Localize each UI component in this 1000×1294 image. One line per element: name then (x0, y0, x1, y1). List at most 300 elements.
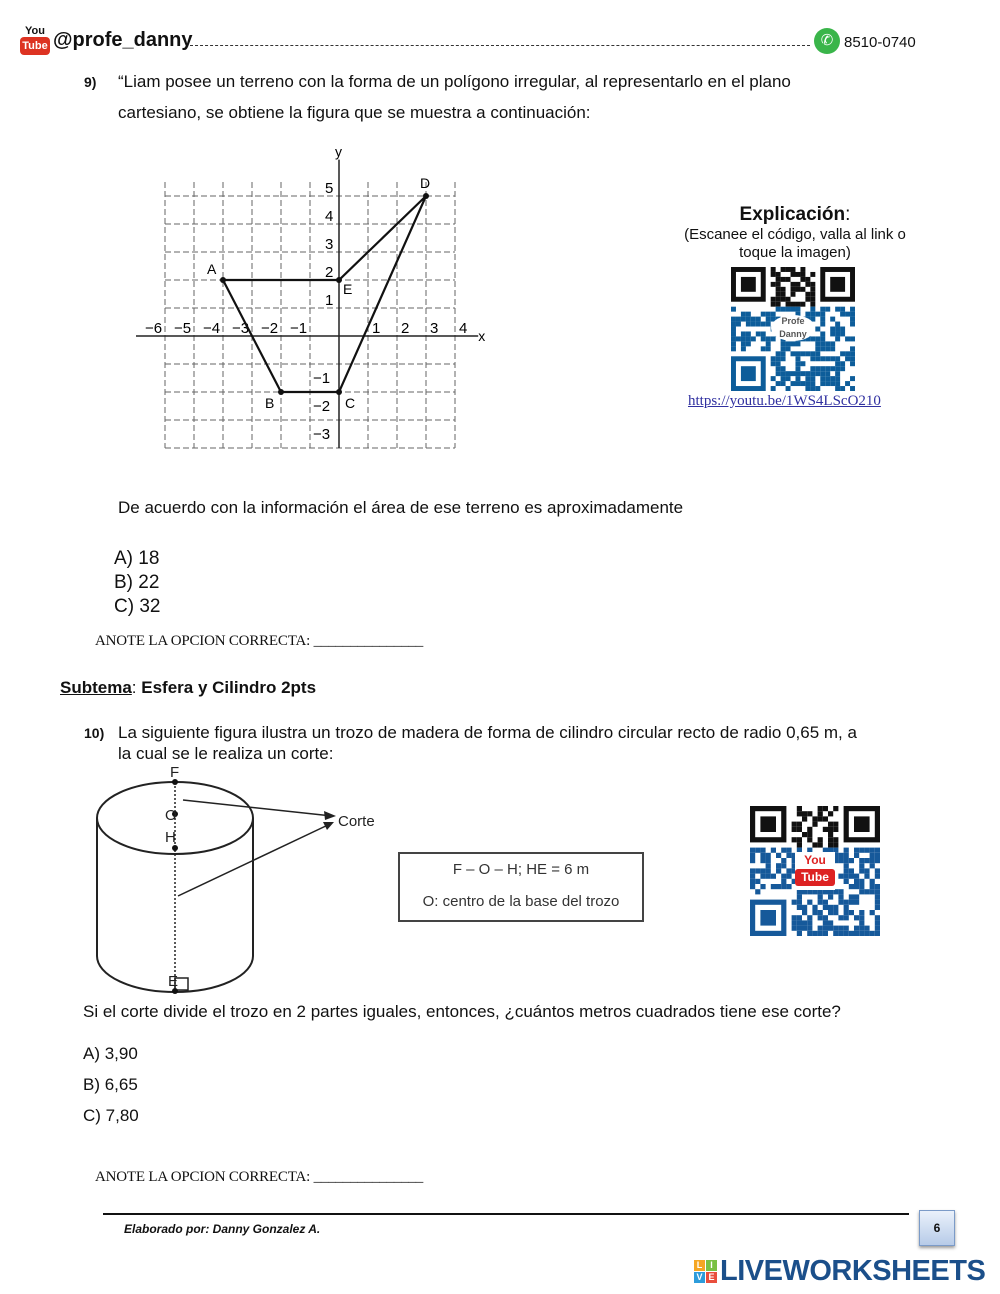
qr-module (750, 874, 755, 879)
qr-module (844, 853, 849, 858)
youtube-icon: You Tube (20, 25, 50, 57)
qr-module (849, 910, 854, 915)
qr-module (870, 853, 875, 858)
option-b: B) 22 (114, 572, 160, 593)
qr-module (823, 926, 828, 931)
qr-module (818, 811, 823, 816)
qr-module (766, 341, 771, 346)
qr-module (845, 312, 850, 317)
qr-module (760, 874, 765, 879)
qr-module (781, 381, 786, 386)
qr-module (875, 884, 880, 889)
qr-module (820, 356, 825, 361)
qr-module (840, 366, 845, 371)
qr-module (766, 874, 771, 879)
qr-module (750, 853, 755, 858)
qr-module (823, 806, 828, 811)
qr-module (776, 356, 781, 361)
qr-module (807, 931, 812, 936)
qr-module (875, 920, 880, 925)
qr-module (828, 827, 833, 832)
qr-module (776, 351, 781, 356)
qr-module (840, 351, 845, 356)
label-F: F (170, 764, 180, 781)
answer-field[interactable]: ANOTE LA OPCION CORRECTA: _______________ (95, 633, 424, 649)
qr-module (844, 868, 849, 873)
qr-module (736, 317, 741, 322)
qr-module (761, 322, 766, 327)
question-text: “Liam posee un terreno con la forma de un polígono irregular, al representarlo en el plano cartesiano, se obtiene la figura que se muestra a continuación: (118, 72, 791, 122)
qr-module (838, 926, 843, 931)
point-label-A: A (207, 261, 217, 277)
x-tick-label: −3 (232, 320, 250, 337)
qr-module (810, 351, 815, 356)
qr-module (755, 868, 760, 873)
qr-module (776, 307, 781, 312)
qr-module (825, 356, 830, 361)
qr-module (756, 317, 761, 322)
qr-module (835, 336, 840, 341)
qr-module (810, 297, 815, 302)
qr-module (850, 346, 855, 351)
qr-module (815, 341, 820, 346)
qr-module (854, 931, 859, 936)
qr-module (835, 331, 840, 336)
qr-module (825, 366, 830, 371)
qr-module (797, 827, 802, 832)
qr-module (820, 376, 825, 381)
qr-module (815, 351, 820, 356)
qr-module (786, 853, 791, 858)
qr-module (786, 868, 791, 873)
qr-module (835, 376, 840, 381)
qr-module (807, 900, 812, 905)
qr-module (741, 277, 756, 292)
qr-module (797, 842, 802, 847)
qr-module (741, 312, 746, 317)
qr-module (823, 900, 828, 905)
qr-module (776, 302, 781, 307)
qr-module (844, 931, 849, 936)
qr-module (844, 874, 849, 879)
qr-module (849, 894, 854, 899)
qr-module (859, 868, 864, 873)
qr-module (864, 926, 869, 931)
qr-module (840, 386, 845, 391)
label-O: O (165, 807, 177, 824)
qr-module (791, 292, 796, 297)
qr-module (786, 267, 791, 272)
qr-module (825, 371, 830, 376)
qr-module (815, 327, 820, 332)
qr-module (828, 910, 833, 915)
qr-module (828, 822, 833, 827)
label-E: E (168, 973, 179, 990)
qr-module (838, 931, 843, 936)
qr-module (807, 832, 812, 837)
qr-module (781, 879, 786, 884)
qr-module (792, 827, 797, 832)
qr-module (854, 816, 870, 832)
qr-module (805, 371, 810, 376)
qr-module (766, 858, 771, 863)
qr-module (823, 816, 828, 821)
option-c: C) 32 (114, 596, 161, 617)
qr-module (859, 915, 864, 920)
qr-module (746, 331, 751, 336)
qr-module (859, 889, 864, 894)
qr-module (751, 336, 756, 341)
qr-module (815, 312, 820, 317)
qr-module (776, 277, 781, 282)
x-tick-label: 3 (430, 320, 439, 337)
qr-module (810, 272, 815, 277)
liveworksheets-logo: L I V E LIVEWORKSHEETS (694, 1255, 985, 1288)
option-1: B) 6,65 (83, 1075, 138, 1094)
qr-module (820, 312, 825, 317)
qr-module (776, 371, 781, 376)
qr-module (800, 361, 805, 366)
qr-module (810, 302, 815, 307)
qr-module (823, 931, 828, 936)
qr-module (755, 889, 760, 894)
qr-module (755, 848, 760, 853)
qr-module (820, 336, 825, 341)
qr-module (810, 366, 815, 371)
qr-module (844, 926, 849, 931)
point-label-E: E (343, 281, 353, 297)
qr-module (805, 381, 810, 386)
qr-module (833, 842, 838, 847)
qr-module (786, 341, 791, 346)
y-tick-label: 2 (325, 264, 334, 281)
point-label-B: B (265, 395, 275, 411)
qr-module (786, 874, 791, 879)
qr-module (810, 371, 815, 376)
qr-module (859, 931, 864, 936)
qr-module (795, 366, 800, 371)
qr-logo: Profe Danny (771, 315, 815, 341)
y-tick-label: 5 (325, 180, 334, 197)
qr-module (812, 816, 817, 821)
qr-module (812, 910, 817, 915)
qr-module (859, 863, 864, 868)
qr-module (795, 302, 800, 307)
qr-module (845, 336, 850, 341)
qr-module (741, 331, 746, 336)
qr-module (833, 931, 838, 936)
qr-module (820, 331, 825, 336)
cartesian-graph (0, 0, 520, 460)
options-list (114, 547, 160, 619)
qr-module (781, 292, 786, 297)
qr-module (786, 376, 791, 381)
qr-module (818, 816, 823, 821)
qr-module (838, 889, 843, 894)
qr-module (859, 926, 864, 931)
qr-module (805, 351, 810, 356)
point-label-D: D (420, 175, 431, 191)
qr-module (802, 832, 807, 837)
x-tick-label: 1 (372, 320, 381, 337)
qr-module (791, 282, 796, 287)
qr-module (844, 915, 849, 920)
qr-module (776, 863, 781, 868)
qr-module (746, 322, 751, 327)
answer-field[interactable]: ANOTE LA OPCION CORRECTA: _______________ (95, 1169, 424, 1185)
qr-module (823, 915, 828, 920)
qr-module (840, 312, 845, 317)
qr-module (797, 905, 802, 910)
qr-module (828, 920, 833, 925)
qr-module (835, 356, 840, 361)
qr-module (849, 884, 854, 889)
qr-module (849, 868, 854, 873)
qr-module (795, 356, 800, 361)
qr-module (731, 317, 736, 322)
qr-module (781, 858, 786, 863)
qr-module (800, 267, 805, 272)
qr-module (815, 356, 820, 361)
qr-module (776, 287, 781, 292)
label-corte: Corte (338, 813, 375, 830)
qr-module (825, 381, 830, 386)
qr-module (781, 874, 786, 879)
qr-module (805, 386, 810, 391)
qr-module (823, 920, 828, 925)
qr-module (820, 341, 825, 346)
qr-module (781, 351, 786, 356)
qr-module (776, 853, 781, 858)
qr-module (766, 336, 771, 341)
qr-module (828, 926, 833, 931)
qr-module (786, 277, 791, 282)
qr-module (781, 287, 786, 292)
qr-module (795, 272, 800, 277)
qr-module (750, 884, 755, 889)
qr-module (854, 848, 859, 853)
qr-module (755, 879, 760, 884)
qr-module (830, 317, 835, 322)
qr-module (870, 910, 875, 915)
qr-module (835, 327, 840, 332)
qr-module (761, 312, 766, 317)
qr-module (786, 297, 791, 302)
qr-module (771, 848, 776, 853)
qr-module (791, 341, 796, 346)
qr-module (875, 848, 880, 853)
qr-module (870, 863, 875, 868)
qr-module (870, 884, 875, 889)
qr-module (771, 361, 776, 366)
qr-module (830, 277, 845, 292)
x-tick-label: −1 (290, 320, 308, 337)
qr-module (797, 837, 802, 842)
qr-module (786, 371, 791, 376)
qr-module (760, 853, 765, 858)
qr-module (875, 900, 880, 905)
qr-module (828, 842, 833, 847)
qr-module (850, 361, 855, 366)
qr-module (812, 842, 817, 847)
qr-module (797, 926, 802, 931)
qr-module (835, 361, 840, 366)
qr-module (820, 371, 825, 376)
point-E (336, 277, 342, 283)
qr-module (802, 811, 807, 816)
qr-module (795, 361, 800, 366)
option-0: A) 3,90 (83, 1044, 138, 1063)
qr-module (812, 931, 817, 936)
qr-module (875, 874, 880, 879)
qr-module (849, 858, 854, 863)
qr-module (766, 346, 771, 351)
qr-module (771, 884, 776, 889)
explanation-link[interactable]: https://youtu.be/1WS4LScO210 (688, 393, 881, 409)
qr-module (840, 361, 845, 366)
qr-module (741, 317, 746, 322)
qr-module (818, 842, 823, 847)
qr-module (844, 848, 849, 853)
qr-module (833, 827, 838, 832)
qr-module (731, 327, 736, 332)
qr-module (840, 331, 845, 336)
qr-module (820, 322, 825, 327)
badge-letter: E (706, 1272, 717, 1283)
qr-module (761, 336, 766, 341)
qr-module (859, 879, 864, 884)
qr-module (825, 346, 830, 351)
label-H: H (165, 829, 176, 846)
qr-module (849, 874, 854, 879)
qr-module (786, 884, 791, 889)
qr-module (815, 366, 820, 371)
qr-module (791, 307, 796, 312)
qr-module (830, 331, 835, 336)
qr-module (875, 931, 880, 936)
qr-module (795, 371, 800, 376)
qr-module (805, 312, 810, 317)
question-number: 9) (84, 74, 97, 90)
qr-module (792, 926, 797, 931)
badge-letter: L (694, 1260, 705, 1271)
qr-module (800, 277, 805, 282)
qr-module (815, 371, 820, 376)
qr-module (776, 272, 781, 277)
point-label-C: C (345, 395, 356, 411)
qr-module (731, 346, 736, 351)
question-prompt: Si el corte divide el trozo en 2 partes iguales, entonces, ¿cuántos metros cuadrados tiene ese corte? (83, 1002, 841, 1021)
badge-letter: V (694, 1272, 705, 1283)
qr-module (761, 331, 766, 336)
qr-module (833, 822, 838, 827)
qr-module (870, 848, 875, 853)
qr-module (818, 931, 823, 936)
qr-module (795, 376, 800, 381)
qr-module (859, 920, 864, 925)
page-number: 6 (919, 1210, 955, 1246)
qr-module (818, 806, 823, 811)
qr-module (797, 806, 802, 811)
qr-module (761, 346, 766, 351)
qr-code-youtube[interactable] (750, 806, 880, 936)
qr-module (830, 327, 835, 332)
qr-module (828, 811, 833, 816)
qr-module (802, 920, 807, 925)
x-tick-label: −5 (174, 320, 192, 337)
qr-module (845, 351, 850, 356)
qr-module (751, 322, 756, 327)
qr-module (833, 806, 838, 811)
qr-module (797, 822, 802, 827)
cylinder-figure (80, 760, 400, 1000)
qr-module (844, 858, 849, 863)
qr-module (791, 267, 796, 272)
qr-module (781, 267, 786, 272)
qr-module (844, 900, 849, 905)
qr-module (791, 371, 796, 376)
qr-module (807, 837, 812, 842)
qr-module (828, 905, 833, 910)
qr-module (854, 926, 859, 931)
qr-module (750, 858, 755, 863)
qr-module (818, 910, 823, 915)
qr-module (844, 905, 849, 910)
qr-module (850, 356, 855, 361)
qr-module (731, 322, 736, 327)
qr-module (771, 336, 776, 341)
question-prompt: De acuerdo con la información el área de ese terreno es aproximadamente (118, 498, 684, 517)
qr-module (781, 376, 786, 381)
qr-module (815, 386, 820, 391)
qr-module (802, 905, 807, 910)
qr-module (812, 905, 817, 910)
qr-module (850, 351, 855, 356)
qr-module (781, 371, 786, 376)
qr-module (812, 822, 817, 827)
option-a: A) 18 (114, 548, 160, 569)
qr-module (875, 858, 880, 863)
qr-module (810, 381, 815, 386)
qr-module (854, 884, 859, 889)
qr-module (840, 307, 845, 312)
qr-module (795, 287, 800, 292)
qr-module (875, 926, 880, 931)
qr-code-explanation[interactable] (731, 267, 855, 391)
qr-module (741, 336, 746, 341)
qr-module (746, 336, 751, 341)
qr-module (854, 874, 859, 879)
qr-module (844, 910, 849, 915)
qr-module (845, 356, 850, 361)
qr-module (791, 351, 796, 356)
qr-module (792, 900, 797, 905)
qr-module (741, 341, 746, 346)
qr-module (771, 282, 776, 287)
qr-module (741, 366, 756, 381)
qr-module (797, 811, 802, 816)
qr-module (736, 322, 741, 327)
qr-module (766, 863, 771, 868)
qr-module (875, 894, 880, 899)
qr-module (815, 336, 820, 341)
badge-letter: I (706, 1260, 717, 1271)
qr-module (800, 351, 805, 356)
x-tick-label: −2 (261, 320, 279, 337)
qr-module (850, 386, 855, 391)
qr-module (776, 282, 781, 287)
qr-module (776, 868, 781, 873)
